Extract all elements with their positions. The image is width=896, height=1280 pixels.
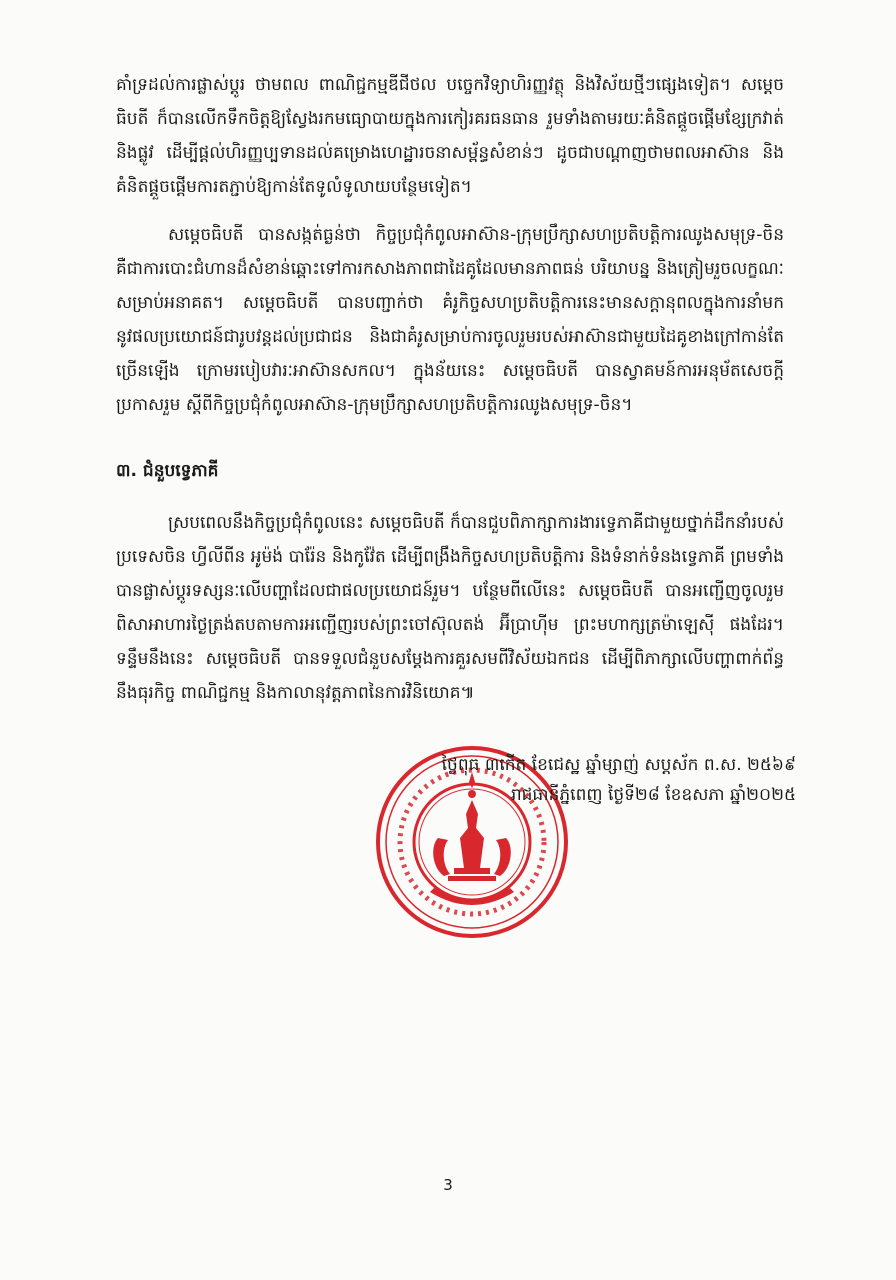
date-block: [396, 750, 796, 810]
section-3-heading: ៣. ជំនួបទ្វេភាគី: [116, 461, 219, 481]
body-text-lower: [116, 506, 784, 710]
intro-paragraph: គាំទ្រដល់ការផ្លាស់ប្ដូរ ថាមពល ពាណិជ្ជកម្មឌីជីថល បច្ចេកវិទ្យាហិរញ្ញវត្ថុ និងវិស័យថ្មីៗផ្សេងទៀត។ សម្ដេចធិបតី ក៏បានលើកទឹកចិត្តឱ្យស្វែងរកមធ្យោបាយក្នុងការកៀរគរធនធាន រួមទាំងតាមរយៈគំនិតផ្ដួចផ្ដើមខ្សែក្រវាត់និងផ្លូវ ដើម្បីផ្ដល់ហិរញ្ញប្បទានដល់គម្រោងហេដ្ឋារចនាសម្ព័ន្ធសំខាន់ៗ ដូចជាបណ្ដាញថាមពលអាស៊ាន និងគំនិតផ្ដួចផ្ដើមការតភ្ជាប់ឱ្យកាន់តែទូលំទូលាយបន្ថែមទៀត។: [116, 75, 784, 197]
paragraph-summit-emphasis: សម្ដេចធិបតី បានសង្កត់ធ្ងន់ថា កិច្ចប្រជុំកំពូលអាស៊ាន-ក្រុមប្រឹក្សាសហប្រតិបត្តិការឈូងសមុទ្រ-ចិន គឺជាការបោះជំហានដ៏សំខាន់ឆ្ពោះទៅការកសាងភាពជាដៃគូដែលមានភាពធន់ បរិយាបន្ន និងត្រៀមរួចលក្ខណៈសម្រាប់អនាគត។ សម្ដេចធិបតី បានបញ្ជាក់ថា គំរូកិច្ចសហប្រតិបត្តិការនេះមានសក្តានុពលក្នុងការនាំមកនូវផលប្រយោជន៍ជារូបវន្តដល់ប្រជាជន និងជាគំរូសម្រាប់ការចូលរួមរបស់អាស៊ានជាមួយដៃគូខាងក្រៅកាន់តែច្រើនឡើង ក្រោមរបៀបវារៈអាស៊ានសកល។ ក្នុងន័យនេះ សម្ដេចធិបតី បានស្វាគមន៍ការអនុម័តសេចក្ដីប្រកាសរួម ស្ដីពីកិច្ចប្រជុំកំពូលអាស៊ាន-ក្រុមប្រឹក្សាសហប្រតិបត្តិការឈូងសមុទ្រ-ចិន។: [116, 225, 784, 415]
paragraph-bilateral-meetings: ស្របពេលនឹងកិច្ចប្រជុំកំពូលនេះ សម្ដេចធិបតី ក៏បានជួបពិភាក្សាការងារទ្វេភាគីជាមួយថ្នាក់ដឹកនាំរបស់ប្រទេសចិន ហ្វីលីពីន អូម៉ង់ បារ៉ែន និងកូវ៉ែត ដើម្បីពង្រឹងកិច្ចសហប្រតិបត្តិការ និងទំនាក់ទំនងទ្វេភាគី ព្រមទាំងបានផ្លាស់ប្ដូរទស្សនៈលើបញ្ហាដែលជាផលប្រយោជន៍រួម។ បន្ថែមពីលើនេះ សម្ដេចធិបតី បានអញ្ជើញចូលរួមពិសាអាហារថ្ងៃត្រង់តបតាមការអញ្ជើញរបស់ព្រះចៅស៊ុលតង់ អ៊ីប្រាហ៊ីម ព្រះមហាក្សត្រម៉ាឡេស៊ី ផងដែរ។ ទន្ទឹមនឹងនេះ សម្ដេចធិបតី បានទទួលជំនួបសម្ដែងការគួរសមពីវិស័យឯកជន ដើម្បីពិភាក្សាលើបញ្ហាពាក់ព័ន្ធនឹងធុរកិច្ច ពាណិជ្ជកម្ម និងកាលានុវត្តភាពនៃការវិនិយោគ៕: [116, 513, 784, 703]
solar-date-line: រាជធានីភ្នំពេញ ថ្ងៃទី២៨ ខែឧសភា ឆ្នាំ២០២៥: [510, 785, 796, 805]
body-text-upper: [116, 68, 784, 422]
lunar-date-line: ថ្ងៃពុធ ៣កើត ខែជេស្ឋ ឆ្នាំម្សាញ់ សប្តស័ក ព.ស. ២៥៦៩: [441, 755, 796, 775]
page-number: 3: [443, 1176, 453, 1194]
